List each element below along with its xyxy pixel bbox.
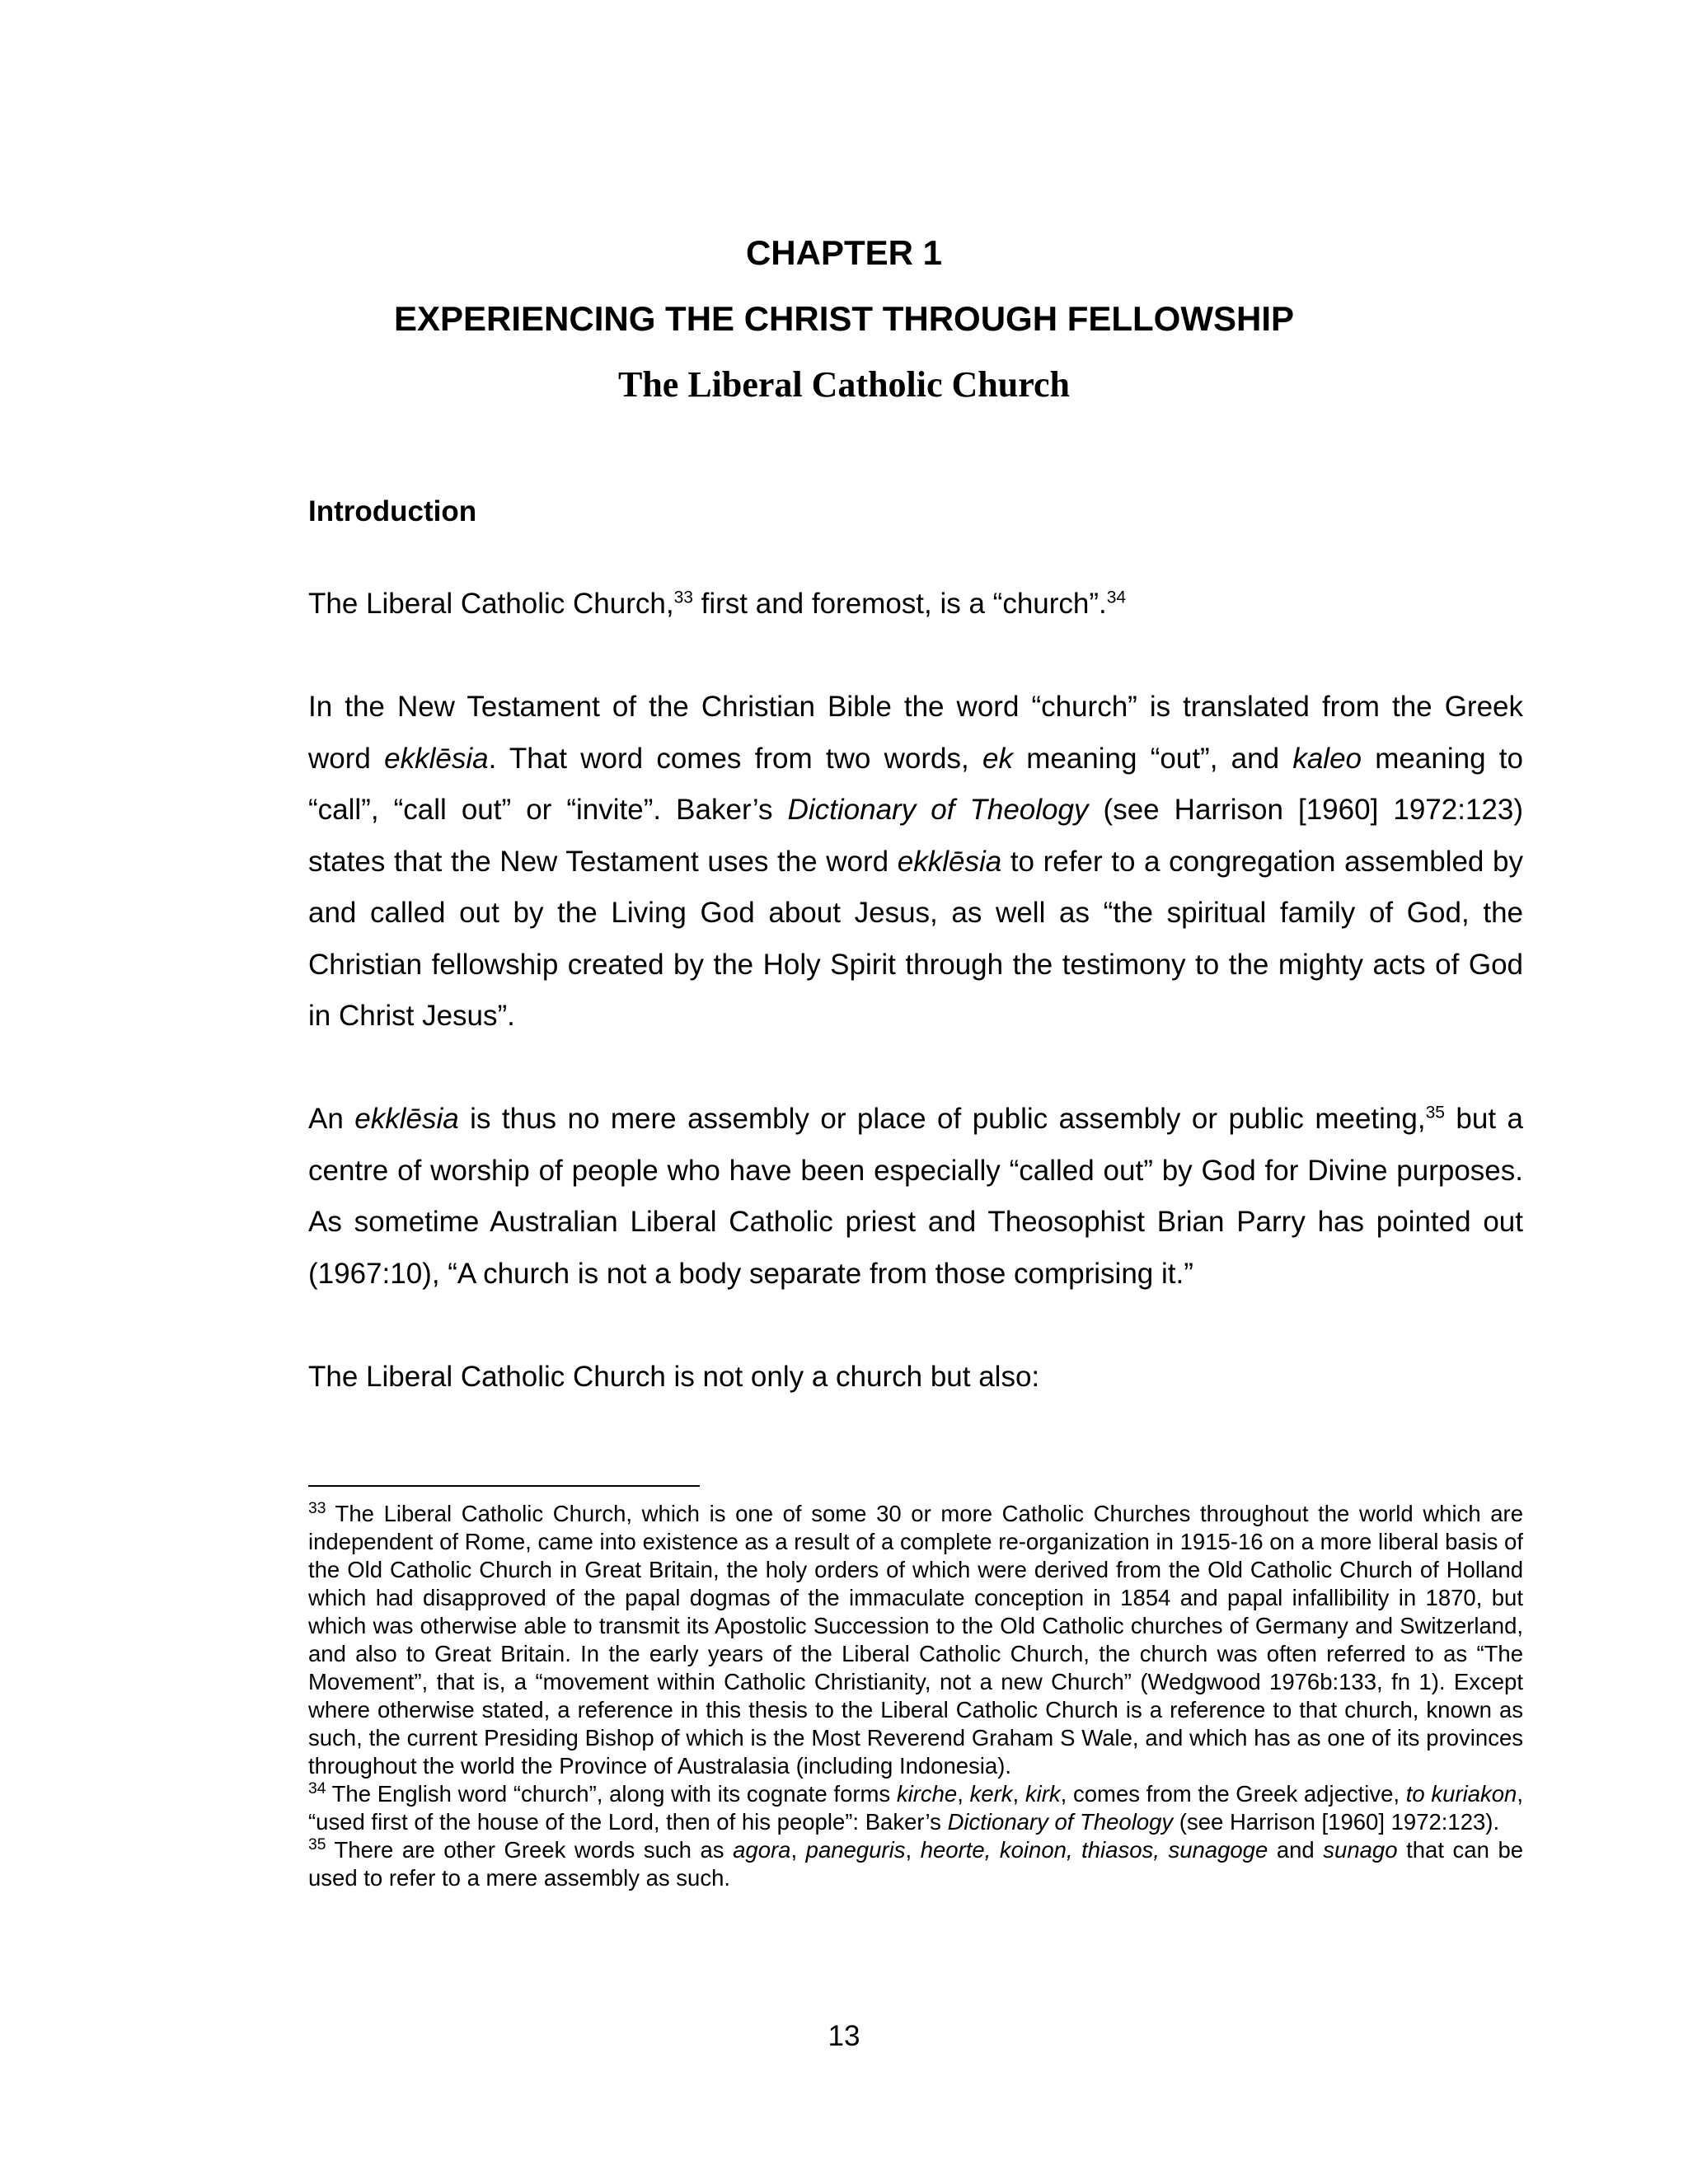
footnotes [308, 1500, 1523, 1892]
italic-term: ekklēsia [384, 742, 489, 775]
italic-term: kerk [969, 1781, 1013, 1807]
footnote-35 [308, 1836, 1523, 1892]
footnote-number: 34 [308, 1779, 326, 1797]
text-run: to refer to a congregation assembled by and called out by the Living God about Jesus, as well as “the spiritual family of God, the Christian fellowship created by the Holy Spirit through the testimony to the mighty acts of God in Christ Jesus”. [308, 845, 1523, 1032]
text-run: The Liberal Catholic Church, [308, 588, 674, 620]
footnote-separator [308, 1485, 700, 1487]
text-run: , [1012, 1781, 1025, 1807]
text-run: In the New Testament of the Christian Bible the word “church” is translated from the Greek word [308, 691, 1523, 775]
text-run: but a centre of worship of people who have been especially “called out” by God for Divine purposes. As sometime Australian Liberal Catholic priest and Theosophist Brian Parry has pointed out (1967:10), “A church is not a body separate from those comprising it.” [308, 1103, 1523, 1290]
chapter-number: CHAPTER 1 [745, 233, 943, 272]
text-run: , “used first of the house of the Lord, then of his people”: Baker’s [308, 1781, 1523, 1835]
italic-term: to kuriakon [1405, 1781, 1517, 1807]
text-run: is thus no mere assembly or place of public assembly or public meeting, [458, 1103, 1426, 1135]
text-run: . That word comes from two words, [488, 742, 982, 775]
text-run: (see Harrison [1960] 1972:123) states that the New Testament uses the word [308, 794, 1523, 878]
text-run: that can be used to refer to a mere assembly as such. [308, 1837, 1524, 1891]
footnote-34 [308, 1780, 1523, 1836]
paragraph-3 [308, 1094, 1523, 1300]
chapter-title: EXPERIENCING THE CHRIST THROUGH FELLOWSHIP [393, 299, 1295, 338]
chapter-subtitle: The Liberal Catholic Church [617, 364, 1070, 405]
italic-term: ekklēsia [354, 1103, 459, 1135]
italic-term: kirk [1025, 1781, 1061, 1807]
text-run: , comes from the Greek adjective, [1060, 1781, 1406, 1807]
italic-term: ek [982, 742, 1013, 775]
footnote-ref-34: 34 [1106, 588, 1127, 607]
text-run: meaning “out”, and [1012, 742, 1293, 775]
paragraph-2 [308, 682, 1523, 1043]
italic-term: heorte, koinon, thiasos, sunagoge [920, 1837, 1268, 1863]
footnote-ref-33: 33 [673, 588, 693, 607]
text-run: There are other Greek words such as [326, 1837, 734, 1863]
text-run: An [308, 1103, 355, 1135]
text-run: (see Harrison [1960] 1972:123). [1173, 1809, 1500, 1835]
text-run: , [790, 1837, 806, 1863]
section-heading: Introduction [308, 495, 477, 527]
italic-term: kirche [896, 1781, 958, 1807]
italic-term: sunago [1323, 1837, 1398, 1863]
text-run: first and foremost, is a “church”. [692, 588, 1107, 620]
text-run: and [1268, 1837, 1324, 1863]
footnote-number: 33 [308, 1499, 326, 1517]
italic-title: Dictionary of Theology [787, 794, 1089, 826]
footnote-number: 35 [308, 1835, 326, 1854]
italic-term: ekklēsia [897, 845, 1002, 878]
text-run: , [905, 1837, 921, 1863]
text-run: meaning to “call”, “call out” or “invite”. Baker’s [308, 742, 1523, 826]
footnote-text: The Liberal Catholic Church, which is one of some 30 or more Catholic Churches throughout the world which are independent of Rome, came into existence as a result of a complete re-organization in 1915-16 on a more liberal basis of the Old Catholic Church in Great Britain, the holy orders of which were derived from the Old Catholic Church of Holland which had disapproved of the papal dogmas of the immaculate conception in 1854 and papal infallibility in 1870, but which was otherwise able to transmit its Apostolic Succession to the Old Catholic churches of Germany and Switzerland, and also to Great Britain. In the early years of the Liberal Catholic Church, the church was often referred to as “The Movement”, that is, a “movement within Catholic Christianity, not a new Church” (Wedgwood 1976b:133, fn 1). Except where otherwise stated, a reference in this thesis to the Liberal Catholic Church is a reference to that church, known as such, the current Presiding Bishop of which is the Most Reverend Graham S Wale, and which has as one of its provinces throughout the world the Province of Australasia (including Indonesia). [308, 1501, 1523, 1779]
italic-term: kaleo [1292, 742, 1362, 775]
footnote-33 [308, 1500, 1523, 1780]
italic-title: Dictionary of Theology [947, 1809, 1174, 1835]
italic-term: paneguris [805, 1837, 906, 1863]
text-run: , [957, 1781, 970, 1807]
paragraph-4: The Liberal Catholic Church is not only a church but also: [308, 1361, 1040, 1393]
page-number: 13 [828, 2020, 860, 2052]
italic-term: agora [733, 1837, 791, 1863]
paragraph-1 [308, 579, 1523, 630]
footnote-ref-35: 35 [1425, 1103, 1445, 1122]
text-run: The English word “church”, along with its cognate forms [326, 1781, 897, 1807]
